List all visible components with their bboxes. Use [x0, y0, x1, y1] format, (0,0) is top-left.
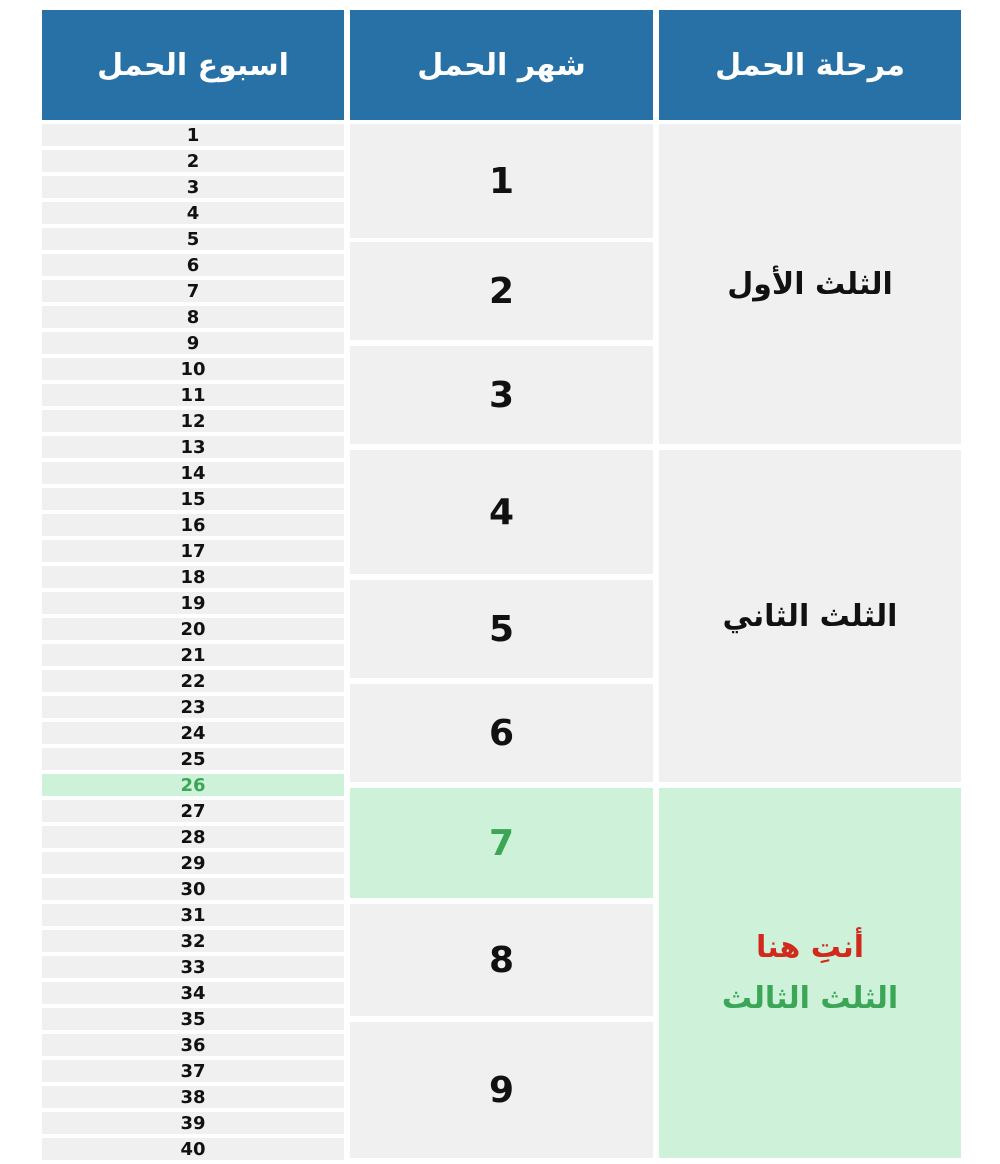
week-row: 8: [42, 306, 344, 328]
week-row: 31: [42, 904, 344, 926]
week-row: 37: [42, 1060, 344, 1082]
week-row: 9: [42, 332, 344, 354]
week-row: 17: [42, 540, 344, 562]
week-row: 14: [42, 462, 344, 484]
month-cell: 1: [350, 124, 653, 238]
week-row: 36: [42, 1034, 344, 1056]
stage-second-trimester: [659, 450, 961, 782]
week-row: 35: [42, 1008, 344, 1030]
week-row-current: 26: [42, 774, 344, 796]
stage-first-trimester: [659, 124, 961, 444]
week-row: 22: [42, 670, 344, 692]
week-row: 34: [42, 982, 344, 1004]
week-row: 27: [42, 800, 344, 822]
month-cell: 3: [350, 346, 653, 444]
stage-first-label: الثلث الأول: [727, 266, 893, 302]
week-row: 3: [42, 176, 344, 198]
month-cell: 4: [350, 450, 653, 574]
week-row: 24: [42, 722, 344, 744]
week-row: 1: [42, 124, 344, 146]
month-cell: 9: [350, 1022, 653, 1158]
stage-third-label: الثلث الثالث: [721, 981, 899, 1016]
week-row: 7: [42, 280, 344, 302]
stage-second-label: الثلث الثاني: [722, 598, 898, 634]
week-row: 25: [42, 748, 344, 770]
week-row: 18: [42, 566, 344, 588]
week-column-header: اسبوع الحمل: [42, 10, 344, 120]
week-row: 28: [42, 826, 344, 848]
week-row: 38: [42, 1086, 344, 1108]
week-row: 2: [42, 150, 344, 172]
stage-column-header: مرحلة الحمل: [659, 10, 961, 120]
week-row: 12: [42, 410, 344, 432]
week-row: 19: [42, 592, 344, 614]
stage-third-trimester: [659, 788, 961, 1158]
month-cell-current: 7: [350, 788, 653, 898]
week-row: 30: [42, 878, 344, 900]
you-are-here-marker: أنتِ هنا: [755, 930, 865, 965]
week-row: 10: [42, 358, 344, 380]
week-row: 13: [42, 436, 344, 458]
week-row: 16: [42, 514, 344, 536]
month-cell: 6: [350, 684, 653, 782]
month-cell: 8: [350, 904, 653, 1016]
week-row: 5: [42, 228, 344, 250]
week-row: 39: [42, 1112, 344, 1134]
weeks-list: [42, 124, 344, 1164]
week-row: 23: [42, 696, 344, 718]
week-row: 32: [42, 930, 344, 952]
month-cell: 5: [350, 580, 653, 678]
month-column-header: شهر الحمل: [350, 10, 653, 120]
week-row: 21: [42, 644, 344, 666]
week-row: 20: [42, 618, 344, 640]
week-row: 11: [42, 384, 344, 406]
week-row: 4: [42, 202, 344, 224]
week-row: 40: [42, 1138, 344, 1160]
week-row: 29: [42, 852, 344, 874]
month-cell: 2: [350, 242, 653, 340]
week-row: 6: [42, 254, 344, 276]
week-row: 33: [42, 956, 344, 978]
week-row: 15: [42, 488, 344, 510]
